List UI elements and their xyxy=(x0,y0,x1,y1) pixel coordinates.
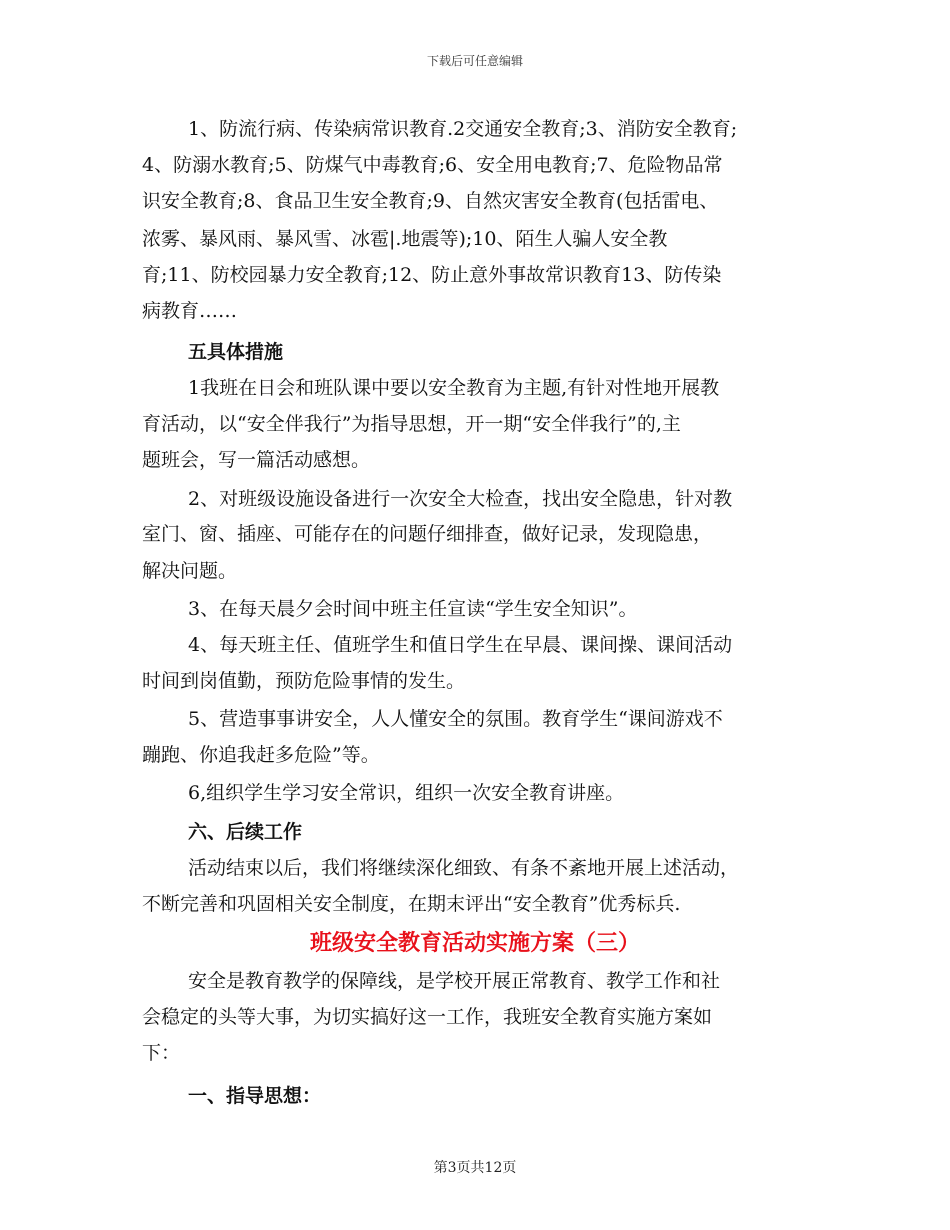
paragraph-line: 5、营造事事讲安全，人人懂安全的氛围。教育学生“课间游戏不 xyxy=(188,708,723,730)
paragraph-line: 蹦跑、你追我赶多危险”等。 xyxy=(142,744,380,766)
paragraph-line: 室门、窗、插座、可能存在的问题仔细排查，做好记录，发现隐患， xyxy=(142,523,713,545)
paragraph-line: 下： xyxy=(142,1042,181,1064)
paragraph-line: 安全是教育教学的保障线，是学校开展正常教育、教学工作和社 xyxy=(188,970,721,992)
paragraph-line: 2、对班级设施设备进行一次安全大检查，找出安全隐患，针对教 xyxy=(188,488,733,510)
paragraph-line: 不断完善和巩固相关安全制度，在期末评出“安全教育”优秀标兵. xyxy=(142,893,681,915)
paragraph-line: 解决问题。 xyxy=(142,560,238,582)
page-footer: 第3页共12页 xyxy=(433,1160,517,1176)
paragraph-line: 4、每天班主任、值班学生和值日学生在早晨、课间操、课间活动 xyxy=(188,634,733,656)
paragraph-line: 时间到岗值勤，预防危险事情的发生。 xyxy=(142,670,466,692)
page-header: 下载后可任意编辑 xyxy=(426,54,523,68)
paragraph-line: 病教育…… xyxy=(142,300,238,322)
paragraph-line: 3、在每天晨夕会时间中班主任宣读“学生安全知识”。 xyxy=(188,598,638,620)
section-heading: 六、后续工作 xyxy=(188,821,303,843)
paragraph-line: 育活动，以“安全伴我行”为指导思想，开一期“安全伴我行”的,主 xyxy=(142,413,681,435)
paragraph-line: 1我班在日会和班队课中要以安全教育为主题,有针对性地开展教 xyxy=(188,377,720,399)
section-heading: 一、指导思想： xyxy=(188,1085,322,1107)
paragraph-line: 育;11、防校园暴力安全教育;12、防止意外事故常识教育13、防传染 xyxy=(142,264,722,286)
paragraph-line: 浓雾、暴风雨、暴风雪、冰雹|.地震等);10、陌生人骗人安全教 xyxy=(142,228,668,250)
paragraph-line: 会稳定的头等大事，为切实搞好这一工作，我班安全教育实施方案如 xyxy=(142,1006,713,1028)
paragraph-line: 1、防流行病、传染病常识教育.2交通安全教育;3、消防安全教育; xyxy=(188,118,738,140)
paragraph-line: 识安全教育;8、食品卫生安全教育;9、自然灾害安全教育(包括雷电、 xyxy=(142,190,719,212)
paragraph-line: 题班会，写一篇活动感想。 xyxy=(142,449,371,471)
paragraph-line: 6,组织学生学习安全常识，组织一次安全教育讲座。 xyxy=(188,782,625,804)
paragraph-line: 活动结束以后，我们将继续深化细致、有条不紊地开展上述活动， xyxy=(188,857,740,879)
paragraph-line: 4、防溺水教育;5、防煤气中毒教育;6、安全用电教育;7、危险物品常 xyxy=(142,154,723,176)
document-title: 班级安全教育活动实施方案（三） xyxy=(309,930,640,956)
section-heading: 五具体措施 xyxy=(188,341,284,363)
